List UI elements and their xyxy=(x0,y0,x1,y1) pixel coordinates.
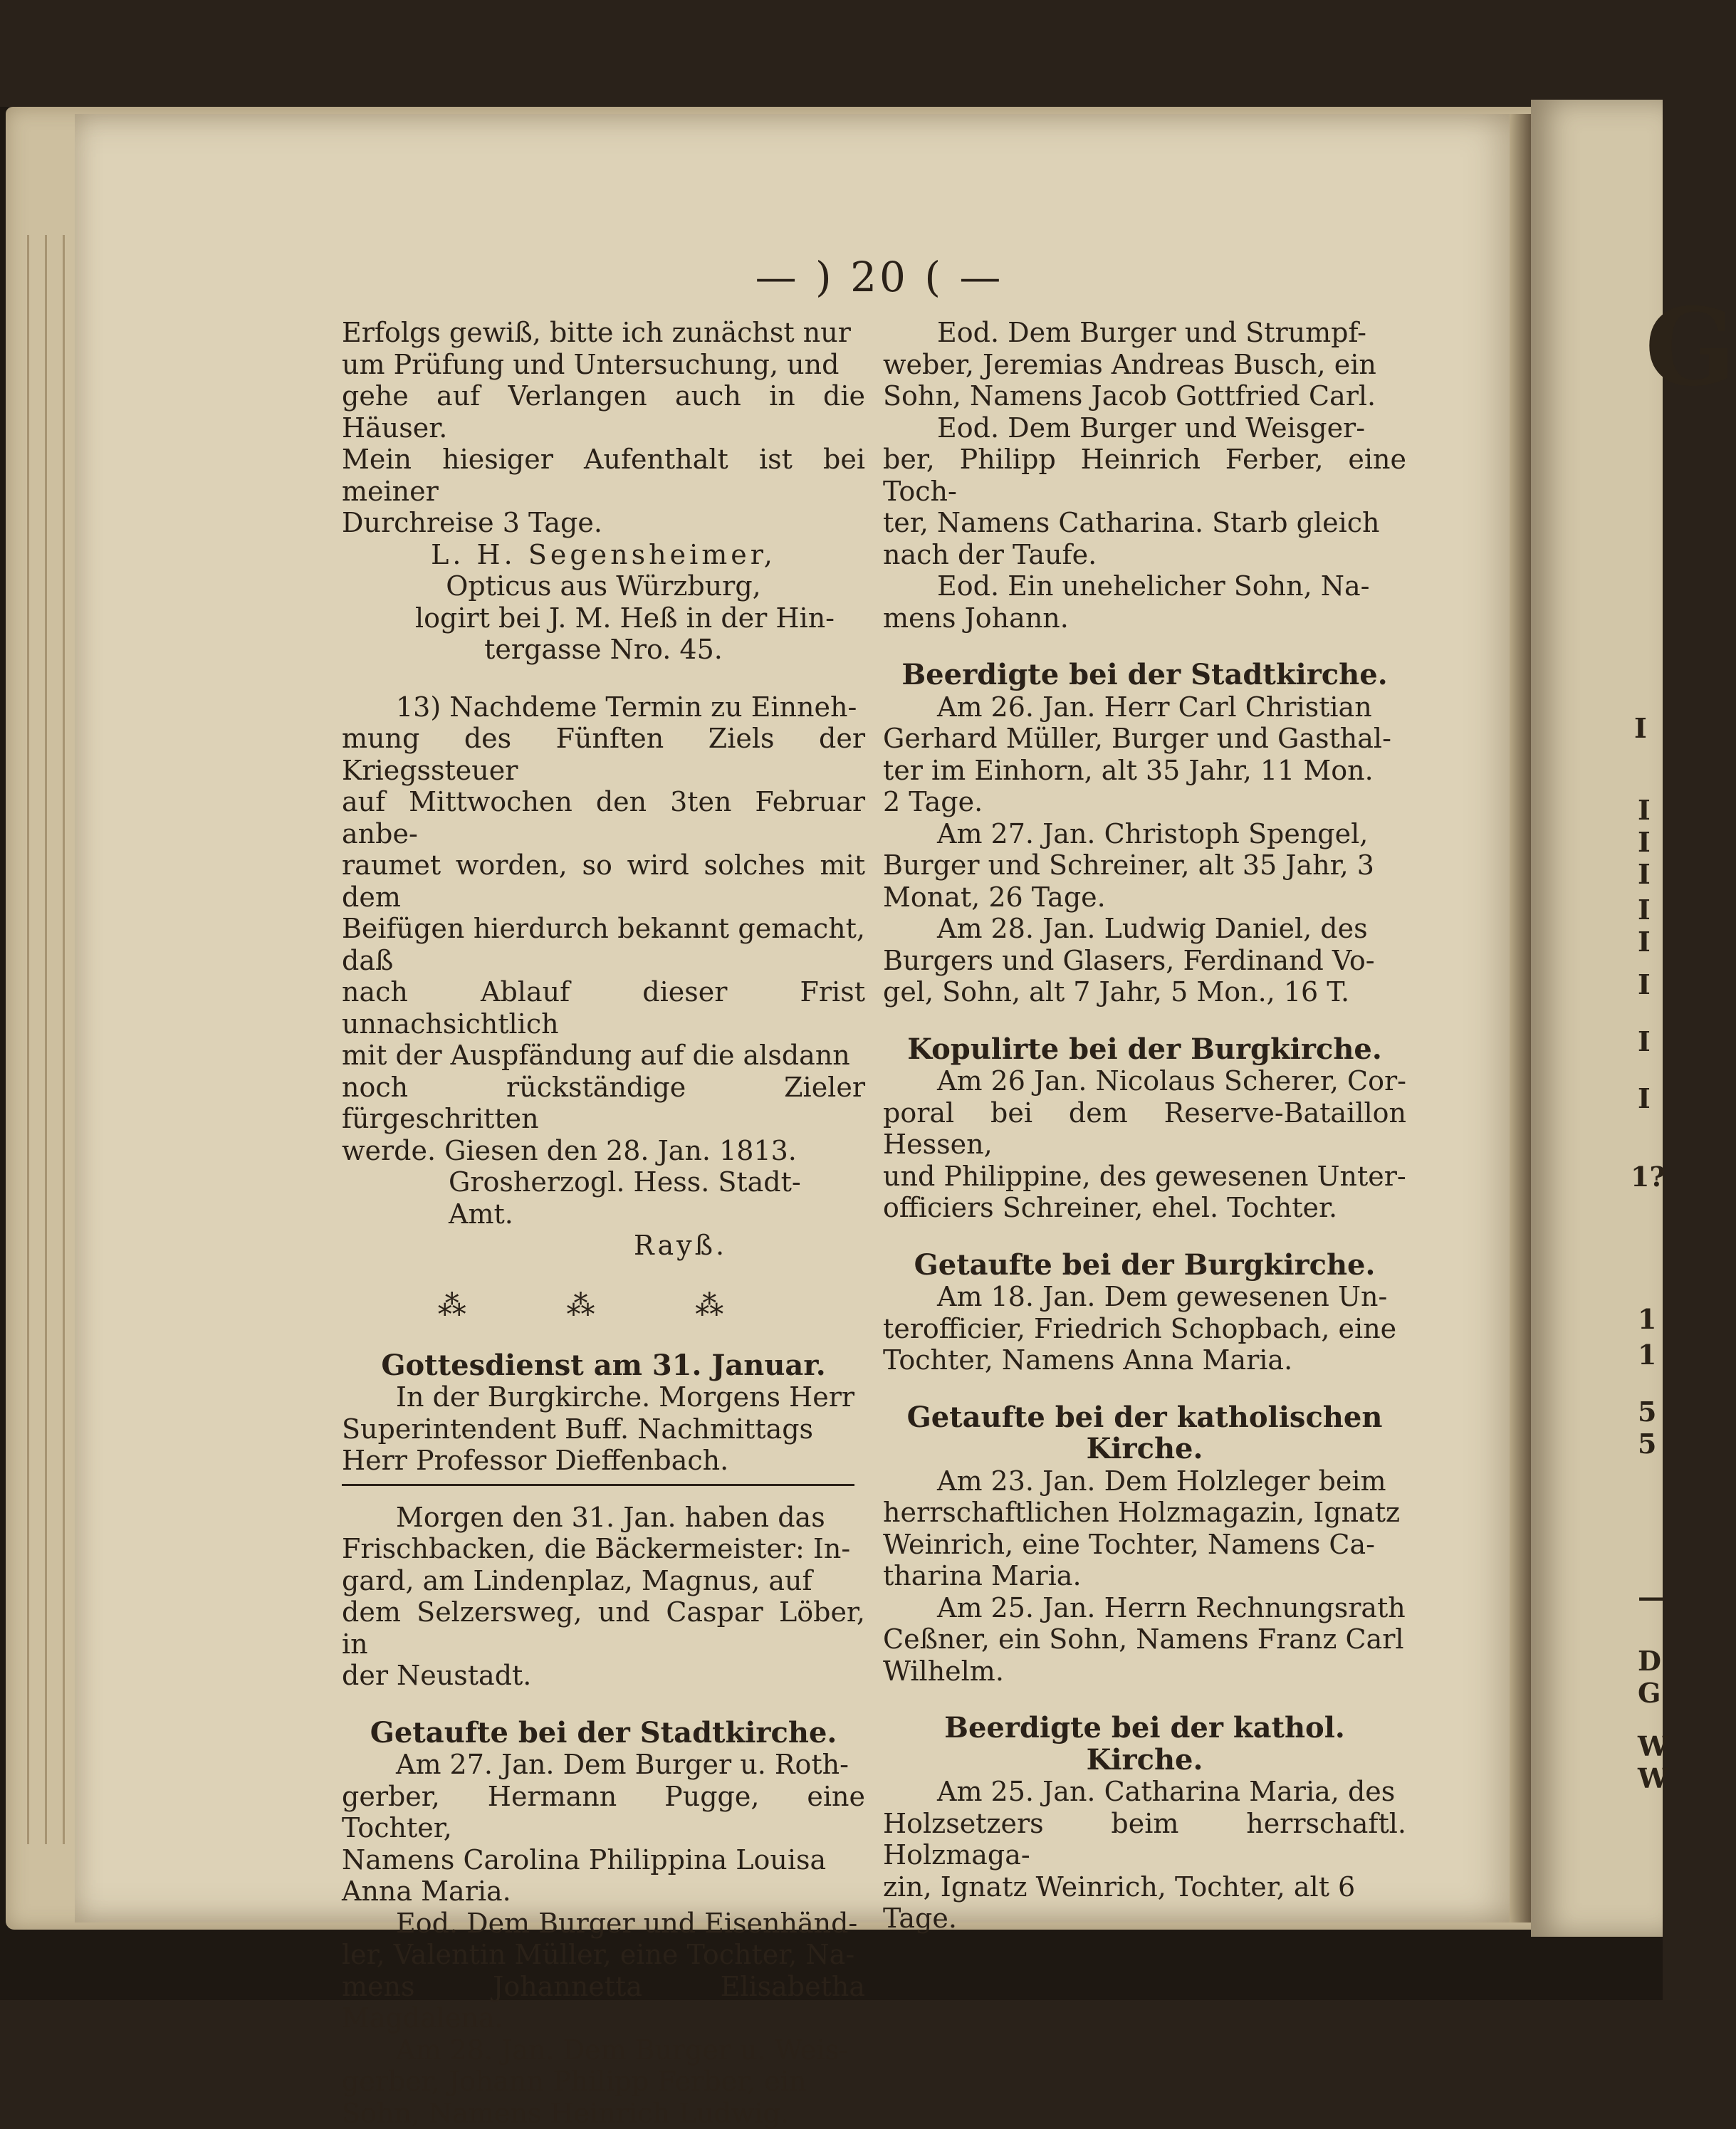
text-line: Sohn, Namens Heinrich Ludwig. xyxy=(342,2098,865,2129)
text-line: Am 28. Jan. Dem Burger u. Weis- xyxy=(342,2034,865,2066)
signature-lodging: logirt bei J. M. Heß in der Hin- xyxy=(342,602,865,634)
next-page-mark: I xyxy=(1638,826,1651,858)
next-page-big-letter: G xyxy=(1645,285,1736,410)
text-line: Am 27. Jan. Christoph Spengel, xyxy=(883,818,1406,850)
text-line: Tochter, Namens Anna Maria. xyxy=(883,1344,1406,1376)
text-line: Eod. Ein unehelicher Sohn, Na- xyxy=(883,570,1406,602)
text-line: mung des Fünften Ziels der Kriegssteuer xyxy=(342,723,865,786)
text-line: Am 18. Jan. Dem gewesenen Un- xyxy=(883,1281,1406,1313)
text-line: Mein hiesiger Aufenthalt ist bei meiner xyxy=(342,444,865,507)
text-line: Namens Carolina Philippina Louisa xyxy=(342,1844,865,1876)
spacer xyxy=(342,1262,865,1287)
right-column xyxy=(883,317,1406,1935)
text-line: Herr Professor Dieffenbach. xyxy=(342,1445,865,1477)
next-page-number: 5 xyxy=(1638,1396,1656,1428)
text-line: noch rückständige Zieler fürgeschritten xyxy=(342,1072,865,1135)
next-page-mark: W xyxy=(1638,1730,1668,1762)
text-line: nach Ablauf dieser Frist unnachsichtlich xyxy=(342,976,865,1040)
text-line: ter im Einhorn, alt 35 Jahr, 11 Mon. xyxy=(883,755,1406,787)
text-line: Eod. Dem Burger und Weisger- xyxy=(883,412,1406,444)
next-page-mark: I xyxy=(1638,894,1651,926)
next-page-mark: 1? xyxy=(1631,1161,1666,1193)
next-page-mark: I xyxy=(1638,1025,1651,1057)
text-line: Ceßner, ein Sohn, Namens Franz Carl xyxy=(883,1623,1406,1655)
section-heading: Beerdigte bei der Stadtkirche. xyxy=(883,659,1406,691)
text-line: mens Johann. xyxy=(883,602,1406,634)
text-line: ter, Namens Catharina. Starb gleich xyxy=(883,507,1406,539)
divider xyxy=(342,1484,854,1486)
text-line: um Prüfung und Untersuchung, und xyxy=(342,349,865,381)
text-line: Gerhard Müller, Burger und Gasthal- xyxy=(883,723,1406,755)
text-line: zin, Ignatz Weinrich, Tochter, alt 6 xyxy=(883,1871,1406,1903)
text-line: der Neustadt. xyxy=(342,1660,865,1692)
text-line: und Philippine, des gewesenen Unter- xyxy=(883,1161,1406,1193)
signature-lodging: tergasse Nro. 45. xyxy=(342,634,865,666)
text-line: Am 23. Jan. Dem Holzleger beim xyxy=(883,1465,1406,1497)
text-line: tharina Maria. xyxy=(883,1560,1406,1592)
next-page-mark: I xyxy=(1638,858,1651,890)
text-line: Morgen den 31. Jan. haben das xyxy=(342,1502,865,1534)
spacer xyxy=(342,1324,865,1350)
text-line: mit der Auspfändung auf die alsdann xyxy=(342,1040,865,1072)
signature-name: L. H. Segensheimer, xyxy=(342,539,865,571)
next-page-mark: I xyxy=(1634,712,1647,744)
text-line: gehe auf Verlangen auch in die Häuser. xyxy=(342,380,865,444)
text-line: Am 26 Jan. Nicolaus Scherer, Cor- xyxy=(883,1065,1406,1097)
section-heading: Getaufte bei der Stadtkirche. xyxy=(342,1717,865,1749)
text-line: terofficier, Friedrich Schopbach, eine xyxy=(883,1313,1406,1345)
page-edge-line xyxy=(63,235,65,1844)
authority-name: Rayß. xyxy=(342,1230,865,1262)
text-line: Anna Maria. xyxy=(342,1876,865,1908)
spacer xyxy=(883,1376,1406,1402)
text-line: herrschaftlichen Holzmagazin, Ignatz xyxy=(883,1497,1406,1529)
text-line: Am 25. Jan. Catharina Maria, des xyxy=(883,1776,1406,1808)
text-line: Am 25. Jan. Herrn Rechnungsrath xyxy=(883,1592,1406,1624)
next-page-mark: I xyxy=(1638,1082,1651,1114)
spacer xyxy=(883,634,1406,659)
section-heading: Gottesdienst am 31. Januar. xyxy=(342,1350,865,1382)
text-line: Sohn, Namens Jacob Gottfried Carl. xyxy=(883,380,1406,412)
authority-signature: Grosherzogl. Hess. Stadt-Amt. xyxy=(342,1166,865,1230)
text-line: Durchreise 3 Tage. xyxy=(342,507,865,539)
spacer xyxy=(883,1008,1406,1034)
text-line: Am 27. Jan. Dem Burger u. Roth- xyxy=(342,1749,865,1781)
text-line: weber, Jeremias Andreas Busch, ein xyxy=(883,349,1406,381)
next-page-number: 1 xyxy=(1638,1303,1656,1335)
section-heading: Kopulirte bei der Burgkirche. xyxy=(883,1034,1406,1066)
text-line: Wilhelm. xyxy=(883,1655,1406,1688)
next-page-edge xyxy=(1531,100,1663,1937)
text-line: Frischbacken, die Bäckermeister: In- xyxy=(342,1533,865,1565)
notice-13 xyxy=(342,691,865,1262)
text-line: gerber, Johann Philipp Ferber, ein xyxy=(342,2066,865,2098)
ornament: ⁂ ⁂ ⁂ xyxy=(342,1287,865,1324)
text-line: officiers Schreiner, ehel. Tochter. xyxy=(883,1192,1406,1224)
text-line: ler, Valentin Müller, eine Tochter, Na- xyxy=(342,1939,865,1971)
text-line: 2 Tage. xyxy=(883,786,1406,818)
next-page-number: 5 xyxy=(1638,1428,1656,1460)
text-line: 13) Nachdeme Termin zu Einneh- xyxy=(342,691,865,723)
text-line: Am 26. Jan. Herr Carl Christian xyxy=(883,691,1406,723)
text-line: Burger und Schreiner, alt 35 Jahr, 3 xyxy=(883,849,1406,882)
spacer xyxy=(342,1692,865,1717)
page-edge-line xyxy=(45,235,47,1844)
next-page-mark: W xyxy=(1638,1762,1668,1794)
text-line: Monat, 26 Tage. xyxy=(883,882,1406,914)
next-page-mark: I xyxy=(1638,926,1651,958)
text-line: raumet worden, so wird solches mit dem xyxy=(342,849,865,913)
spacer xyxy=(883,1687,1406,1712)
spacer xyxy=(342,666,865,691)
text-line: gel, Sohn, alt 7 Jahr, 5 Mon., 16 T. xyxy=(883,976,1406,1008)
signature-title: Opticus aus Würzburg, xyxy=(342,570,865,602)
text-line: Superintendent Buff. Nachmittags xyxy=(342,1413,865,1445)
left-column xyxy=(342,317,865,2129)
section-heading: Getaufte bei der Burgkirche. xyxy=(883,1250,1406,1282)
text-line: Holzsetzers beim herrschaftl. Holzmaga- xyxy=(883,1808,1406,1871)
text-line: Beifügen hierdurch bekannt gemacht, daß xyxy=(342,913,865,976)
text-line: mens Johannetta Elisabetha Magdalena. xyxy=(342,1971,865,2034)
spacer xyxy=(883,1224,1406,1250)
next-page-mark: D xyxy=(1638,1645,1661,1677)
next-page-mark: I xyxy=(1638,968,1651,1000)
text-line: Erfolgs gewiß, bitte ich zunächst nur xyxy=(342,317,865,349)
text-line: auf Mittwochen den 3ten Februar anbe- xyxy=(342,786,865,849)
next-page-mark: — xyxy=(1638,1581,1665,1613)
text-line: In der Burgkirche. Morgens Herr xyxy=(342,1381,865,1413)
section-heading: Beerdigte bei der kathol. Kirche. xyxy=(883,1712,1406,1776)
text-line: Eod. Dem Burger und Strumpf- xyxy=(883,317,1406,349)
page-edge-line xyxy=(27,235,29,1844)
next-page-number: 1 xyxy=(1638,1339,1656,1371)
text-line: ber, Philipp Heinrich Ferber, eine Toch- xyxy=(883,444,1406,507)
section-heading: Getaufte bei der katholischen Kirche. xyxy=(883,1402,1406,1465)
text-line: Burgers und Glasers, Ferdinand Vo- xyxy=(883,945,1406,977)
page-number: — ) 20 ( — xyxy=(751,253,1008,301)
optician-notice xyxy=(342,317,865,666)
text-line: dem Selzersweg, und Caspar Löber, in xyxy=(342,1596,865,1660)
text-line: Eod. Dem Burger und Eisenhänd- xyxy=(342,1908,865,1940)
text-line: gerber, Hermann Pugge, eine Tochter, xyxy=(342,1781,865,1844)
text-line: nach der Taufe. xyxy=(883,539,1406,571)
text-line: poral bei dem Reserve-Bataillon Hessen, xyxy=(883,1097,1406,1161)
text-line: Weinrich, eine Tochter, Namens Ca- xyxy=(883,1529,1406,1561)
text-line: gard, am Lindenplaz, Magnus, auf xyxy=(342,1565,865,1597)
text-line: werde. Giesen den 28. Jan. 1813. xyxy=(342,1135,865,1167)
text-line: Am 28. Jan. Ludwig Daniel, des xyxy=(883,913,1406,945)
next-page-mark: G xyxy=(1638,1677,1661,1709)
text-line: Tage. xyxy=(883,1903,1406,1935)
next-page-mark: I xyxy=(1638,794,1651,826)
